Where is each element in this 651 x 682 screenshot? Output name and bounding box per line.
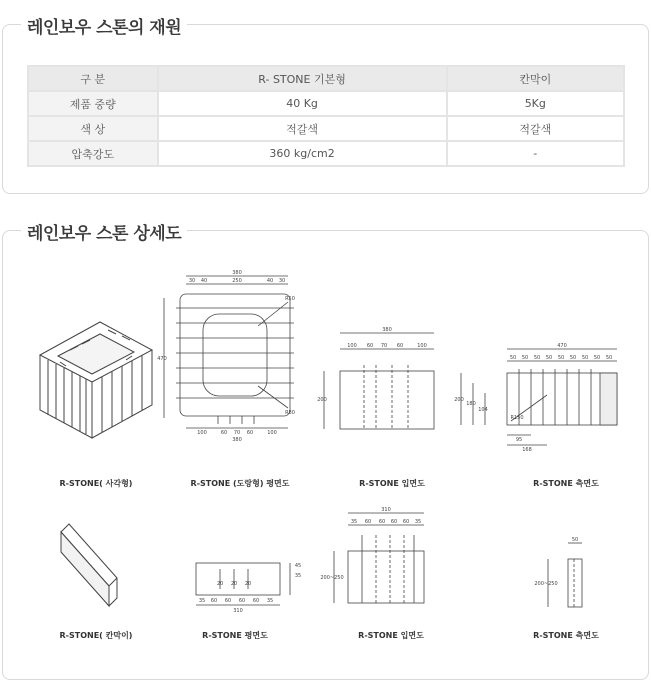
cell-divider: -: [447, 141, 624, 166]
dim-top-sub: 50: [605, 355, 613, 361]
dim-top-sub: 60: [364, 519, 372, 525]
caption-iso-square: R-STONE( 사각형): [59, 479, 133, 488]
cell-divider: 5Kg: [447, 91, 624, 116]
cell-basic: 360 kg/cm2: [158, 141, 447, 166]
cell-basic: 40 Kg: [158, 91, 447, 116]
dim-top-sub: 250: [232, 278, 242, 284]
dim-left: 200~250: [320, 575, 344, 581]
cell-basic: 적갈색: [158, 116, 447, 141]
dim-bottom-sub: 35: [266, 598, 274, 604]
dim-top: 310: [381, 507, 391, 513]
dim-left: 104: [478, 407, 488, 413]
side-basic-drawing: [455, 343, 625, 453]
dim-top-sub: 50: [521, 355, 529, 361]
caption-side-divider: R-STONE 측면도: [533, 631, 599, 640]
dim-top-sub: 100: [417, 343, 427, 349]
dim-top-sub: 60: [402, 519, 410, 525]
dim-inner: 20: [230, 581, 238, 587]
cell-divider: 적갈색: [447, 116, 624, 141]
dim-top-sub: 50: [557, 355, 565, 361]
front-basic-drawing: [318, 325, 438, 435]
caption-plan-circle: R-STONE (도랑형) 평면도: [190, 479, 290, 488]
dim-top-sub: 60: [390, 519, 398, 525]
row-label: 압축강도: [28, 141, 158, 166]
dim-top-sub: 40: [200, 278, 208, 284]
dim-bottom-sub: 60: [220, 430, 228, 436]
dim-bottom-sub: 60: [246, 430, 254, 436]
dim-top-sub: 50: [533, 355, 541, 361]
dim-top-sub: 50: [581, 355, 589, 361]
dim-top-sub: 60: [396, 343, 404, 349]
table-row: [28, 91, 624, 116]
dim-top-sub: 30: [278, 278, 286, 284]
dim-top-sub: 70: [380, 343, 388, 349]
dim-top-sub: 100: [347, 343, 357, 349]
dim-bottom-sub: 70: [233, 430, 241, 436]
row-label: 제품 중량: [28, 91, 158, 116]
plan-circle-drawing: [158, 268, 298, 443]
dim-top-sub: 50: [545, 355, 553, 361]
caption-iso-divider: R-STONE( 칸막이): [59, 631, 133, 640]
dim-top: 470: [557, 343, 567, 349]
caption-plan-divider: R-STONE 평면도: [202, 631, 268, 640]
dim-top: 380: [382, 327, 392, 333]
dim-bottom-sub: 100: [267, 430, 277, 436]
spec-header-row: [28, 66, 624, 91]
dim-bottom-sub: 60: [210, 598, 218, 604]
iso-divider-drawing: [55, 520, 125, 610]
spec-title: 레인보우 스톤의 재원: [21, 13, 187, 38]
dim-left: 200~250: [534, 581, 558, 587]
dim-bottom-sub: 60: [238, 598, 246, 604]
dim-right: 45: [294, 563, 302, 569]
spec-panel: [2, 18, 649, 194]
dim-bottom-sub: 60: [252, 598, 260, 604]
dim-radius: R150: [510, 415, 524, 421]
table-row: [28, 141, 624, 166]
row-label: 색 상: [28, 116, 158, 141]
dim-top: 50: [571, 537, 579, 543]
plan-divider-drawing: [190, 555, 310, 615]
dim-bottom: 168: [522, 447, 532, 453]
dim-top: 380: [232, 270, 242, 276]
dim-top-sub: 35: [350, 519, 358, 525]
dim-top-sub: 50: [593, 355, 601, 361]
dim-radius: R50: [285, 296, 295, 302]
dim-top-sub: 35: [414, 519, 422, 525]
caption-front-basic: R-STONE 입면도: [359, 479, 425, 488]
dim-radius: R80: [285, 410, 295, 416]
dim-left: 470: [157, 356, 167, 362]
dim-top-sub: 60: [366, 343, 374, 349]
caption-front-divider: R-STONE 입면도: [358, 631, 424, 640]
dim-left: 200: [317, 397, 327, 403]
dim-top-sub: 50: [569, 355, 577, 361]
dim-bottom-sub: 60: [224, 598, 232, 604]
column-header: 칸막이: [447, 66, 624, 91]
dim-top-sub: 50: [509, 355, 517, 361]
dim-inner: 20: [216, 581, 224, 587]
dim-right: 35: [294, 573, 302, 579]
dim-bottom: 95: [515, 437, 523, 443]
column-header: 구 분: [28, 66, 158, 91]
spec-table: [27, 65, 625, 167]
dim-top-sub: 40: [266, 278, 274, 284]
dim-bottom-sub: 100: [197, 430, 207, 436]
front-divider-drawing: [320, 505, 428, 610]
dim-left: 200: [454, 397, 464, 403]
column-header: R- STONE 기본형: [158, 66, 447, 91]
dim-bottom-sub: 35: [198, 598, 206, 604]
caption-side-basic: R-STONE 측면도: [533, 479, 599, 488]
side-divider-drawing: [534, 535, 590, 615]
dim-top-sub: 60: [378, 519, 386, 525]
dim-inner: 20: [244, 581, 252, 587]
dim-bottom: 380: [232, 437, 242, 443]
detail-title: 레인보우 스톤 상세도: [21, 219, 187, 244]
dim-top-sub: 30: [188, 278, 196, 284]
dim-left: 180: [466, 401, 476, 407]
dim-bottom: 310: [233, 608, 243, 614]
table-row: [28, 116, 624, 141]
iso-square-drawing: [30, 310, 160, 450]
